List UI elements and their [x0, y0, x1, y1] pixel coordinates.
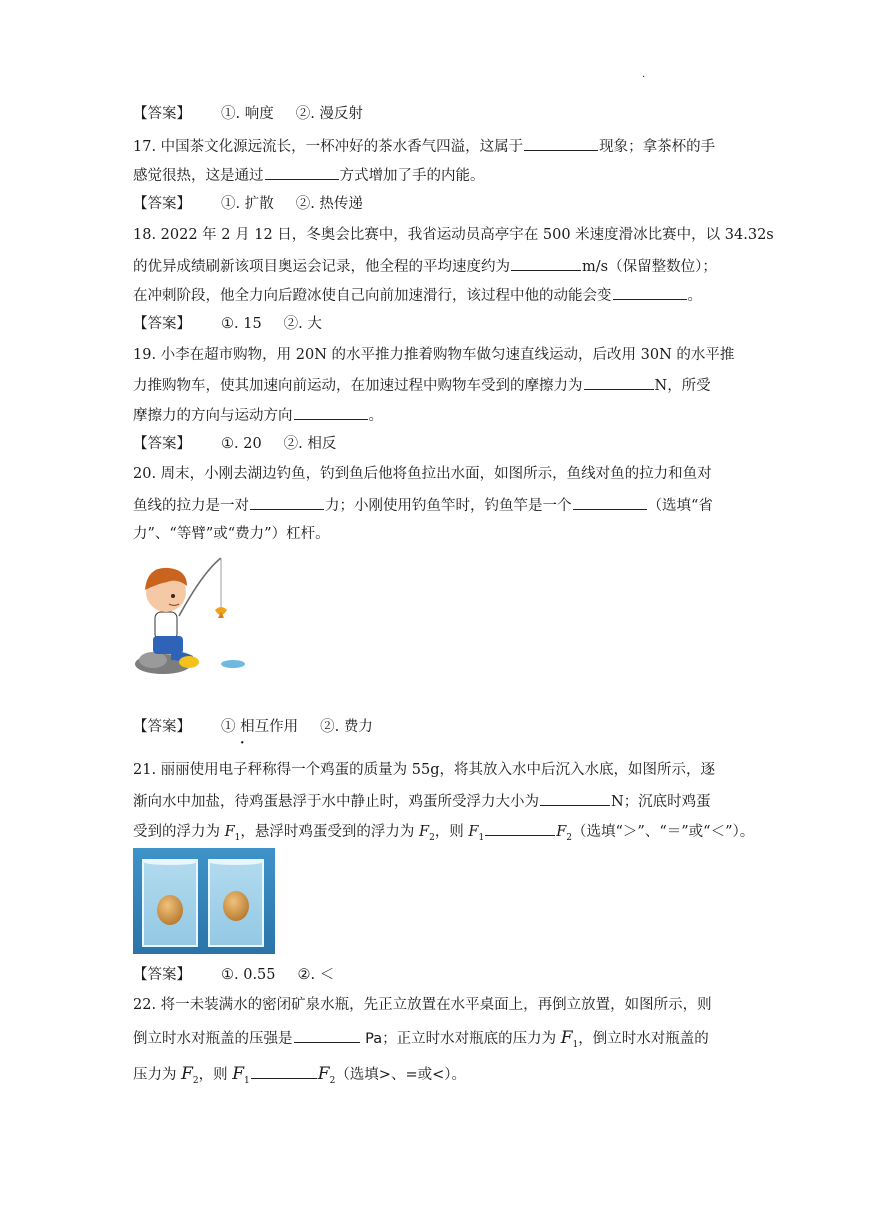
answer-option-2: ②. 相反	[283, 436, 337, 452]
q21-text: ，则	[434, 824, 469, 840]
question-18-line-3	[133, 284, 702, 306]
force-symbol: F	[556, 824, 567, 840]
fill-blank[interactable]	[294, 1027, 360, 1043]
answer-row-19	[133, 434, 336, 454]
q17-text: 感觉很热，这是通过	[133, 168, 264, 184]
force-symbol: F	[232, 1064, 245, 1084]
q19-text: 。	[368, 408, 383, 424]
q22-text: 倒立时水对瓶盖的压强是	[133, 1031, 293, 1047]
answer-label: 【答案】	[133, 196, 191, 212]
answer-label: 【答案】	[133, 106, 191, 122]
answer-label: 【答案】	[133, 316, 191, 332]
question-22-line-2	[133, 1027, 709, 1055]
unit-text: Pa	[365, 1031, 383, 1047]
fill-blank[interactable]	[573, 494, 647, 510]
subscript: 2	[429, 832, 435, 843]
egg-beaker-image	[133, 848, 275, 954]
question-18-line-2	[133, 255, 717, 277]
stray-dot: ·	[240, 736, 245, 751]
subscript: 2	[566, 832, 573, 843]
question-19-line-2	[133, 374, 711, 396]
subscript: 1	[478, 832, 485, 843]
q19-text: N，所受	[654, 378, 711, 394]
force-symbol: F	[419, 824, 430, 840]
question-21-line-3	[133, 820, 754, 848]
fill-blank[interactable]	[524, 135, 598, 151]
question-19-line-1: 19. 小李在超市购物，用 20N 的水平推力推着购物车做匀速直线运动，后改用 30N 的水平推	[133, 347, 735, 363]
fill-blank[interactable]	[485, 820, 555, 836]
fill-blank[interactable]	[540, 790, 610, 806]
q21-text: ，悬浮时鸡蛋受到的浮力为	[240, 824, 420, 840]
q22-text: ，则	[198, 1067, 233, 1083]
question-18-line-1: 18. 2022 年 2 月 12 日，冬奥会比赛中，我省运动员高亭宇在 500 米速度滑冰比赛中，以 34.32s	[133, 227, 774, 243]
fill-blank[interactable]	[250, 494, 324, 510]
subscript: 1	[572, 1039, 579, 1050]
force-symbol: F	[560, 1028, 573, 1048]
answer-option-1: ① 相互作用	[221, 719, 299, 735]
force-symbol: F	[317, 1064, 330, 1084]
q17-text: 现象；拿茶杯的手	[599, 139, 716, 155]
question-22-line-3	[133, 1063, 466, 1091]
answer-label: 【答案】	[133, 719, 191, 735]
q22-text: 压力为	[133, 1067, 182, 1083]
answer-row-18	[133, 314, 322, 334]
question-21-line-1: 21. 丽丽使用电子秤称得一个鸡蛋的质量为 55g，将其放入水中后沉入水底，如图所示，逐	[133, 762, 716, 778]
q18-text: 的优异成绩刷新该项目奥运会记录，他全程的平均速度约为	[133, 259, 510, 275]
answer-row-21	[133, 965, 334, 985]
force-symbol: F	[181, 1064, 193, 1084]
q20-text: （选填“省	[647, 498, 713, 514]
subscript: 2	[329, 1075, 336, 1086]
answer-row-20	[133, 717, 373, 737]
q22-text: ；正立时水对瓶底的压力为	[382, 1031, 561, 1047]
question-20-line-1: 20. 周末，小刚去湖边钓鱼，钓到鱼后他将鱼拉出水面，如图所示，鱼线对鱼的拉力和鱼对	[133, 466, 712, 482]
q21-text: 渐向水中加盐，待鸡蛋悬浮于水中静止时，鸡蛋所受浮力大小为	[133, 794, 539, 810]
fill-blank[interactable]	[613, 284, 687, 300]
question-22-line-1: 22. 将一未装满水的密闭矿泉水瓶，先正立放置在水平桌面上，再倒立放置，如图所示，则	[133, 997, 712, 1013]
q19-text: 力推购物车，使其加速向前运动，在加速过程中购物车受到的摩擦力为	[133, 378, 583, 394]
answer-option-1: ①. 响度	[221, 106, 274, 122]
q21-text: 受到的浮力为	[133, 824, 225, 840]
q22-text: ，倒立时水对瓶盖的	[578, 1031, 709, 1047]
answer-row-17	[133, 194, 363, 214]
fishing-boy-image	[133, 552, 247, 676]
answer-option-1: ①. 扩散	[221, 196, 274, 212]
subscript: 1	[244, 1075, 250, 1086]
q18-text: 在冲刺阶段，他全力向后蹬冰使自己向前加速滑行，该过程中他的动能会变	[133, 288, 612, 304]
question-20-line-3: 力”、“等臂”或“费力”）杠杆。	[133, 526, 330, 542]
answer-option-2: ②. 费力	[320, 719, 373, 735]
q22-text: （选填>、=或<）。	[335, 1067, 467, 1083]
answer-option-2: ②. 大	[283, 316, 322, 332]
q17-text: 方式增加了手的内能。	[339, 168, 485, 184]
question-19-line-3	[133, 404, 383, 426]
answer-label: 【答案】	[133, 436, 191, 452]
force-symbol: F	[224, 824, 235, 840]
answer-row-16	[133, 104, 363, 124]
answer-option-1: ①. 20	[221, 436, 262, 452]
q17-text: 17. 中国茶文化源远流长，一杯冲好的茶水香气四溢，这属于	[133, 139, 524, 155]
answer-option-2: ②. ＜	[297, 967, 335, 983]
question-17-line-2	[133, 164, 485, 186]
question-21-line-2	[133, 790, 711, 812]
q21-text: N；沉底时鸡蛋	[611, 794, 711, 810]
question-17-line-1	[133, 135, 715, 157]
answer-option-2: ②. 热传递	[295, 196, 363, 212]
fill-blank[interactable]	[584, 374, 654, 390]
subscript: 1	[234, 832, 241, 843]
fill-blank[interactable]	[265, 164, 339, 180]
q18-text: m/s（保留整数位）；	[582, 259, 717, 275]
fill-blank[interactable]	[251, 1063, 317, 1079]
answer-option-2: ②. 漫反射	[295, 106, 363, 122]
force-symbol: F	[468, 824, 479, 840]
q20-text: 鱼线的拉力是一对	[133, 498, 249, 514]
q18-text: 。	[687, 288, 702, 304]
answer-option-1: ①. 15	[221, 316, 262, 332]
subscript: 2	[192, 1075, 199, 1086]
question-20-line-2	[133, 494, 713, 516]
q19-text: 摩擦力的方向与运动方向	[133, 408, 293, 424]
header-mark: ·	[642, 72, 646, 83]
fill-blank[interactable]	[511, 255, 581, 271]
answer-label: 【答案】	[133, 967, 191, 983]
q20-text: 力；小刚使用钓鱼竿时，钓鱼竿是一个	[325, 498, 572, 514]
answer-option-1: ①. 0.55	[221, 967, 276, 983]
fill-blank[interactable]	[294, 404, 368, 420]
q21-text: （选填“＞”、“＝”或“＜”）。	[572, 824, 755, 840]
